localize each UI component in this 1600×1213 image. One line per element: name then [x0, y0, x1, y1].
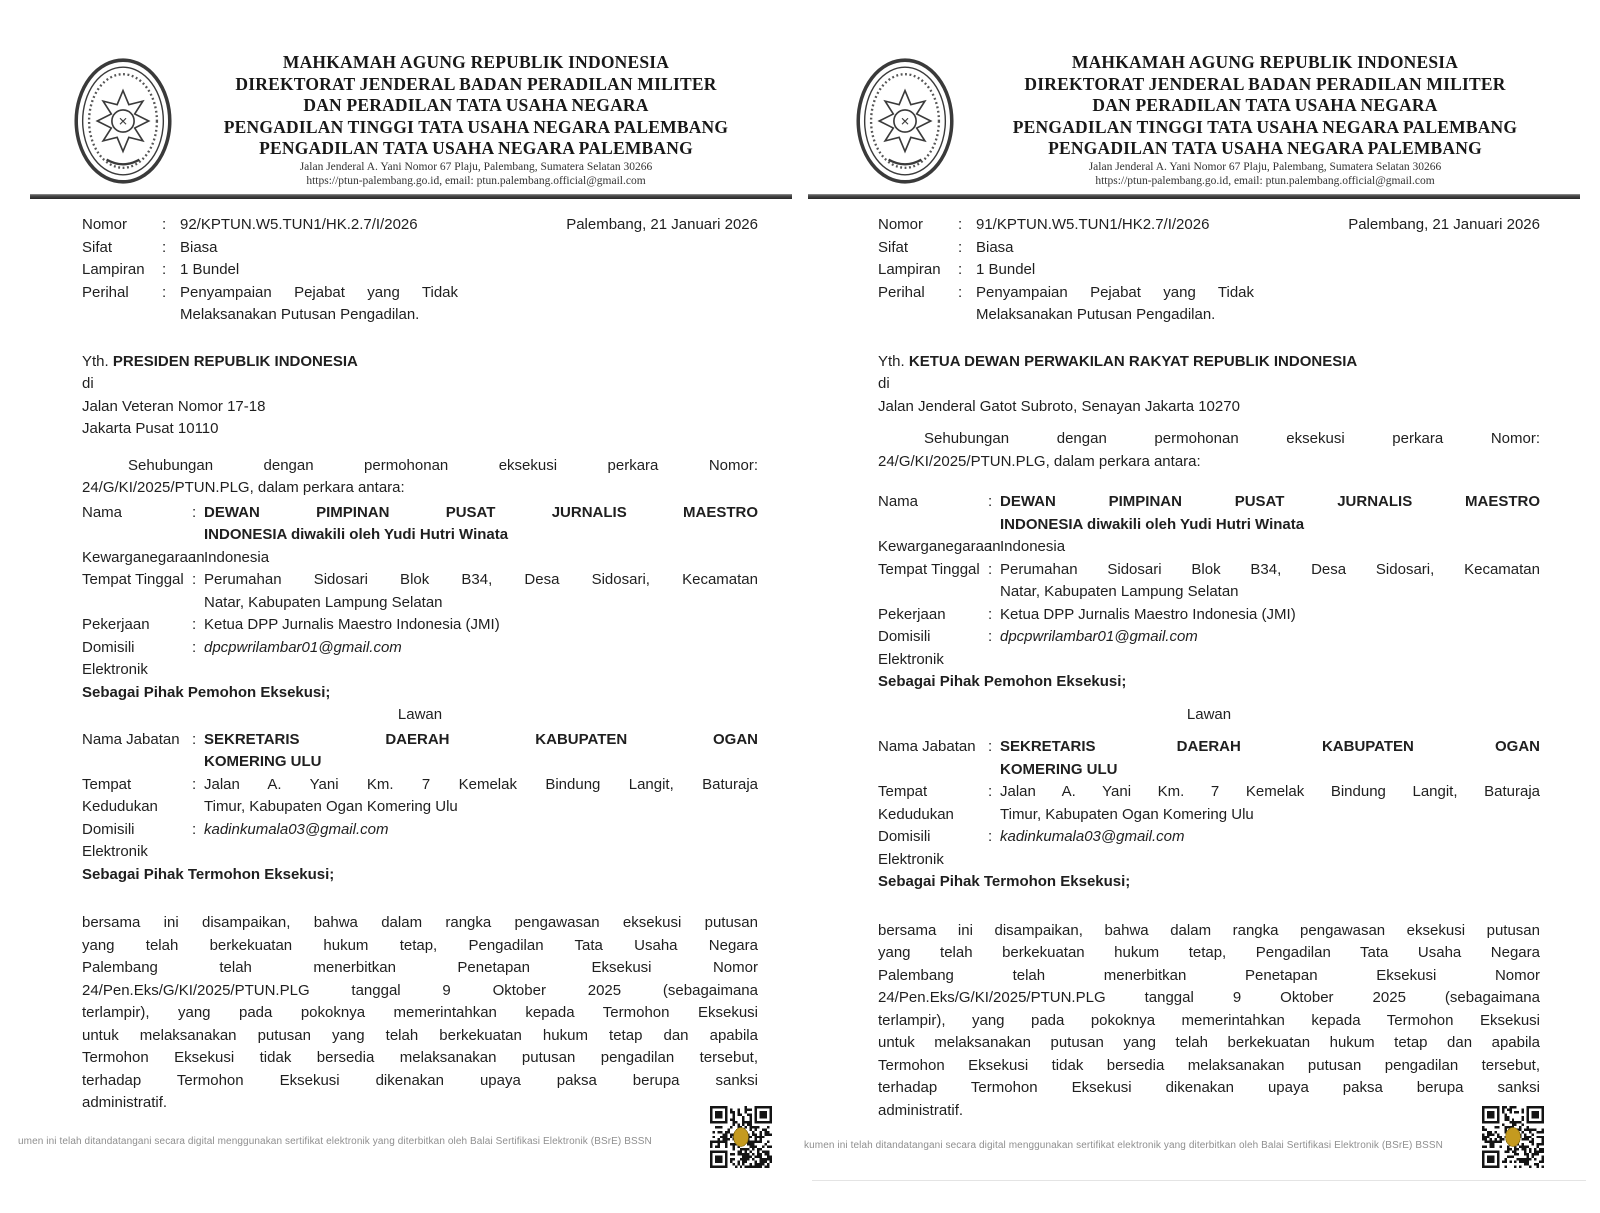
org-line: PENGADILAN TATA USAHA NEGARA PALEMBANG	[1048, 138, 1482, 158]
versus-label: Lawan	[1186, 705, 1232, 723]
pemohon-block	[82, 502, 758, 705]
meta-label: Perihal	[82, 283, 129, 301]
termohon-block	[82, 729, 758, 887]
termohon-block	[878, 736, 1540, 894]
colon	[958, 237, 976, 260]
colon	[988, 604, 1000, 627]
letter-date: Palembang, 21 Januari 2026	[1348, 216, 1540, 233]
letterhead-rule	[808, 194, 1580, 199]
meta-label: Perihal	[878, 283, 925, 301]
meta-value-perihal: Penyampaian Pejabat yang Tidak Melaksanakan Putusan Pengadilan.	[976, 283, 1254, 323]
party-value: Jalan A. Yani Km. 7 Kemelak Bindung Langit, Baturaja Timur, Kabupaten Ogan Komering Ulu	[1000, 783, 1540, 823]
colon	[988, 536, 1000, 559]
party-row-tempat-tinggal	[82, 569, 758, 614]
court-contact: https://ptun-palembang.go.id, email: ptun.palembang.official@gmail.com	[1095, 174, 1435, 187]
party-value: kadinkumala03@gmail.com	[204, 820, 389, 838]
party-row-domisili	[82, 819, 758, 864]
meta-row-lampiran	[878, 259, 1540, 282]
colon	[162, 237, 180, 260]
colon	[958, 259, 976, 282]
letter-meta	[82, 214, 758, 327]
party-value: dpcpwrilambar01@gmail.com	[204, 638, 402, 656]
meta-row-sifat	[878, 237, 1540, 260]
meta-value-perihal: Penyampaian Pejabat yang Tidak Melaksanakan Putusan Pengadilan.	[180, 283, 458, 323]
party-row-domisili	[82, 637, 758, 682]
meta-value-nomor: 91/KPTUN.W5.TUN1/HK2.7/I/2026	[976, 216, 1210, 233]
party-value: SEKRETARIS DAERAH KABUPATEN OGAN KOMERING ULU	[204, 730, 758, 770]
party-label: Nama Jabatan	[82, 730, 180, 748]
party-label: Nama	[82, 503, 123, 521]
party-label: Pekerjaan	[878, 605, 946, 623]
party-value: Jalan A. Yani Km. 7 Kemelak Bindung Langit, Baturaja Timur, Kabupaten Ogan Komering Ulu	[204, 775, 758, 815]
colon	[988, 626, 1000, 671]
org-line: PENGADILAN TINGGI TATA USAHA NEGARA PALEMBANG	[1012, 116, 1518, 137]
party-row-kewarganegaraan	[82, 547, 758, 570]
qr-code	[1482, 1106, 1544, 1168]
org-line: DIREKTORAT JENDERAL BADAN PERADILAN MILITER	[235, 73, 717, 94]
party-label: Domisili Elektronik	[878, 828, 944, 868]
meta-label: Lampiran	[82, 261, 145, 278]
letter-date: Palembang, 21 Januari 2026	[566, 216, 758, 233]
colon	[192, 614, 204, 637]
org-line: DAN PERADILAN TATA USAHA NEGARA	[303, 95, 649, 115]
scan-edge-line	[812, 1180, 1586, 1181]
party-value: DEWAN PIMPINAN PUSAT JURNALIS MAESTRO INDONESIA diwakili oleh Yudi Hutri Winata	[1000, 493, 1540, 533]
letterhead-rule	[30, 194, 792, 199]
digital-signature-note: kumen ini telah ditandatangani secara digital menggunakan sertifikat elektronik yang diterbitkan oleh Balai Sertifikasi Elektronik (BSrE) BSSN	[804, 1140, 1443, 1151]
colon	[192, 569, 204, 614]
party-label: Domisili Elektronik	[82, 638, 148, 678]
party-value: SEKRETARIS DAERAH KABUPATEN OGAN KOMERING ULU	[1000, 738, 1540, 778]
party-value: Indonesia	[204, 548, 270, 566]
party-label: Tempat Tinggal	[82, 571, 184, 588]
party-label: Tempat Tinggal	[878, 560, 980, 578]
party-row-nama-jabatan	[878, 736, 1540, 781]
colon	[192, 547, 204, 570]
meta-label: Sifat	[878, 238, 909, 256]
party-value: dpcpwrilambar01@gmail.com	[1000, 628, 1198, 645]
main-paragraph: bersama ini disampaikan, bahwa dalam rangka pengawasan eksekusi putusan yang telah berkekuatan hukum tetap, Pengadilan Tata Usaha Negara Palembang telah menerbitkan Penetapan Eksekusi Nomor 24/Pen.Eks/G/KI/2025/PTUN.PLG tanggal 9 Oktober 2025 (sebagaimana terlampir), yang pada pokoknya memerintahkan kepada Termohon Eksekusi untuk melaksanakan putusan yang telah berkekuatan hukum tetap dan apabila Termohon Eksekusi tidak bersedia melaksanakan putusan pengadilan tersebut, terhadap Termohon Eksekusi dikenakan upaya paksa berupa sanksi administratif.	[878, 921, 1540, 1119]
intro-paragraph: Sehubungan dengan permohonan eksekusi perkara Nomor: 24/G/KI/2025/PTUN.PLG, dalam perkara antara:	[878, 430, 1540, 470]
letterhead-text	[964, 52, 1566, 188]
recipient-block	[82, 351, 758, 441]
colon	[958, 214, 976, 237]
letter-page-2	[800, 0, 1600, 1213]
party-row-nama-jabatan	[82, 729, 758, 774]
colon	[988, 826, 1000, 871]
meta-row-perihal	[878, 282, 1540, 327]
org-line: MAHKAMAH AGUNG REPUBLIK INDONESIA	[282, 52, 670, 72]
recipient-address-line: Jalan Veteran Nomor 17-18	[82, 397, 266, 415]
party-row-tempat-kedudukan	[878, 781, 1540, 826]
meta-value-lampiran: 1 Bundel	[180, 261, 240, 278]
party-label: Kewarganegaraan	[878, 538, 1001, 555]
pemohon-block	[878, 491, 1540, 694]
recipient-block	[878, 351, 1540, 419]
pemohon-tag: Sebagai Pihak Pemohon Eksekusi;	[878, 673, 1127, 690]
party-row-nama	[82, 502, 758, 547]
letter-body	[878, 214, 1540, 1122]
colon	[162, 214, 180, 237]
party-value: Indonesia	[1000, 538, 1066, 555]
meta-row-nomor	[878, 214, 1540, 237]
org-line: DIREKTORAT JENDERAL BADAN PERADILAN MILITER	[1024, 73, 1506, 94]
letterhead	[800, 52, 1600, 190]
recipient-address-line: Jakarta Pusat 10110	[82, 420, 219, 437]
party-label: Nama Jabatan	[878, 738, 976, 755]
meta-value-nomor: 92/KPTUN.W5.TUN1/HK.2.7/I/2026	[180, 216, 418, 233]
meta-value-sifat: Biasa	[180, 238, 218, 256]
party-label: Domisili Elektronik	[878, 628, 944, 668]
salutation: Yth.	[878, 352, 905, 370]
recipient-di: di	[878, 375, 890, 392]
letterhead	[0, 52, 800, 190]
meta-value-sifat: Biasa	[976, 238, 1014, 256]
letter-body	[82, 214, 758, 1115]
org-line: DAN PERADILAN TATA USAHA NEGARA	[1092, 95, 1438, 115]
party-value: Ketua DPP Jurnalis Maestro Indonesia (JMI)	[1000, 605, 1296, 623]
party-label: Tempat Kedudukan	[878, 783, 954, 823]
party-row-pekerjaan	[82, 614, 758, 637]
party-row-pekerjaan	[878, 604, 1540, 627]
party-row-tempat-tinggal	[878, 559, 1540, 604]
party-value: Perumahan Sidosari Blok B34, Desa Sidosari, Kecamatan Natar, Kabupaten Lampung Selatan	[1000, 560, 1540, 600]
main-paragraph: bersama ini disampaikan, bahwa dalam rangka pengawasan eksekusi putusan yang telah berkekuatan hukum tetap, Pengadilan Tata Usaha Negara Palembang telah menerbitkan Penetapan Eksekusi Nomor 24/Pen.Eks/G/KI/2025/PTUN.PLG tanggal 9 Oktober 2025 (sebagaimana terlampir), yang pada pokoknya memerintahkan kepada Termohon Eksekusi untuk melaksanakan putusan yang telah berkekuatan hukum tetap dan apabila Termohon Eksekusi tidak bersedia melaksanakan putusan pengadilan tersebut, terhadap Termohon Eksekusi dikenakan upaya paksa berupa sanksi administratif.	[82, 914, 758, 1111]
termohon-tag: Sebagai Pihak Termohon Eksekusi;	[878, 873, 1131, 890]
termohon-tag: Sebagai Pihak Termohon Eksekusi;	[82, 865, 335, 883]
party-row-domisili	[878, 826, 1540, 871]
recipient-name	[878, 351, 1540, 374]
party-label: Pekerjaan	[82, 616, 150, 633]
party-row-domisili	[878, 626, 1540, 671]
party-label: Kewarganegaraan	[82, 548, 205, 566]
pemohon-tag: Sebagai Pihak Pemohon Eksekusi;	[82, 683, 331, 701]
svg-text:✕: ✕	[118, 114, 128, 129]
court-address: Jalan Jenderal A. Yani Nomor 67 Plaju, Palembang, Sumatera Selatan 30266	[299, 160, 653, 173]
colon	[192, 774, 204, 819]
party-label: Domisili Elektronik	[82, 820, 148, 860]
meta-label: Nomor	[82, 216, 128, 233]
party-value: kadinkumala03@gmail.com	[1000, 828, 1185, 845]
court-seal-icon	[64, 52, 182, 190]
letter-meta	[878, 214, 1540, 327]
colon	[958, 282, 976, 327]
org-line: PENGADILAN TINGGI TATA USAHA NEGARA PALEMBANG	[223, 116, 729, 137]
party-label: Tempat Kedudukan	[82, 775, 158, 815]
qr-code	[710, 1106, 772, 1168]
colon	[192, 729, 204, 774]
meta-row-sifat	[82, 237, 758, 260]
colon	[192, 637, 204, 682]
meta-label: Lampiran	[878, 261, 941, 278]
party-value: DEWAN PIMPINAN PUSAT JURNALIS MAESTRO INDONESIA diwakili oleh Yudi Hutri Winata	[204, 503, 758, 543]
recipient-title: PRESIDEN REPUBLIK INDONESIA	[112, 352, 358, 370]
versus-label: Lawan	[397, 706, 443, 723]
party-label: Nama	[878, 493, 919, 510]
letterhead-text	[182, 52, 770, 188]
court-seal-icon	[846, 52, 964, 190]
intro-paragraph: Sehubungan dengan permohonan eksekusi perkara Nomor: 24/G/KI/2025/PTUN.PLG, dalam perkara antara:	[82, 456, 758, 496]
colon	[988, 781, 1000, 826]
colon	[162, 259, 180, 282]
colon	[192, 502, 204, 547]
recipient-di: di	[82, 375, 94, 392]
party-row-nama	[878, 491, 1540, 536]
org-line: MAHKAMAH AGUNG REPUBLIK INDONESIA	[1071, 52, 1459, 72]
meta-label: Nomor	[878, 216, 924, 233]
meta-label: Sifat	[82, 238, 113, 256]
court-contact: https://ptun-palembang.go.id, email: ptun.palembang.official@gmail.com	[306, 174, 646, 187]
recipient-address-line: Jalan Jenderal Gatot Subroto, Senayan Jakarta 10270	[878, 397, 1240, 415]
meta-row-perihal	[82, 282, 758, 327]
meta-row-nomor	[82, 214, 758, 237]
salutation: Yth.	[82, 352, 109, 370]
colon	[988, 559, 1000, 604]
party-row-kewarganegaraan	[878, 536, 1540, 559]
colon	[162, 282, 180, 327]
digital-signature-note: umen ini telah ditandatangani secara digital menggunakan sertifikat elektronik yang diterbitkan oleh Balai Sertifikasi Elektronik (BSrE) BSSN	[18, 1136, 652, 1147]
recipient-name	[82, 351, 758, 374]
party-value: Perumahan Sidosari Blok B34, Desa Sidosari, Kecamatan Natar, Kabupaten Lampung Selatan	[204, 571, 758, 611]
recipient-title: KETUA DEWAN PERWAKILAN RAKYAT REPUBLIK INDONESIA	[908, 352, 1358, 370]
court-address: Jalan Jenderal A. Yani Nomor 67 Plaju, Palembang, Sumatera Selatan 30266	[1088, 160, 1442, 173]
meta-value-lampiran: 1 Bundel	[976, 261, 1036, 278]
svg-text:✕: ✕	[900, 114, 910, 129]
party-row-tempat-kedudukan	[82, 774, 758, 819]
party-value: Ketua DPP Jurnalis Maestro Indonesia (JMI)	[204, 616, 500, 633]
colon	[988, 491, 1000, 536]
meta-row-lampiran	[82, 259, 758, 282]
colon	[988, 736, 1000, 781]
colon	[192, 819, 204, 864]
org-line: PENGADILAN TATA USAHA NEGARA PALEMBANG	[259, 138, 693, 158]
